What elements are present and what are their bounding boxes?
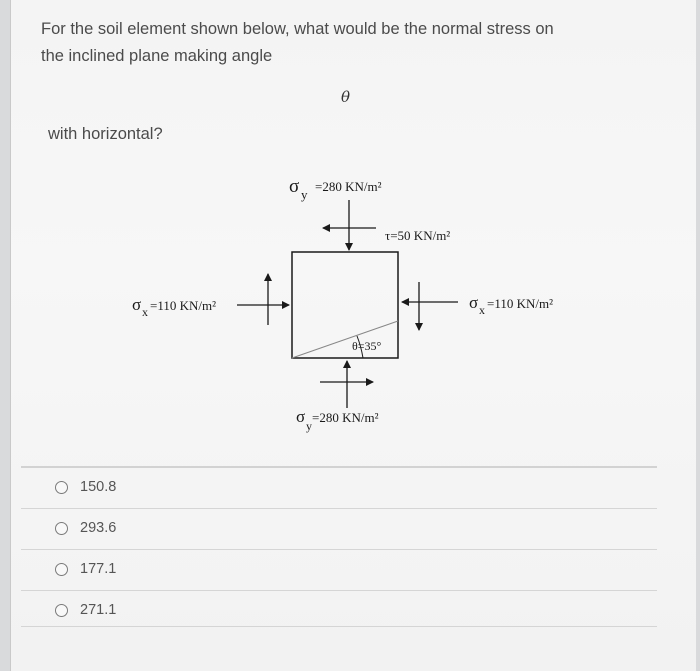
- option-row[interactable]: [21, 508, 657, 549]
- soil-element-diagram: [11, 0, 696, 460]
- sigma-x-right-label: =110 KN/m²: [487, 296, 553, 311]
- sigma-y-bottom-subscript: y: [306, 419, 312, 433]
- sigma-x-left-label: =110 KN/m²: [150, 298, 216, 313]
- sigma-y-top-subscript: y: [301, 187, 308, 202]
- soil-element-square: [292, 252, 398, 358]
- option-label[interactable]: 150.8: [80, 479, 117, 495]
- radio-button[interactable]: [55, 522, 68, 535]
- radio-button[interactable]: [55, 481, 68, 494]
- option-row[interactable]: [21, 590, 657, 631]
- tau-label: τ=50 KN/m²: [385, 228, 451, 243]
- sigma-x-right-symbol: σ: [469, 293, 479, 312]
- option-label[interactable]: 293.6: [80, 520, 117, 536]
- angle-label: θ=35°: [352, 339, 382, 353]
- question-line-2: the inclined plane making angle: [41, 47, 273, 65]
- option-label[interactable]: 177.1: [80, 561, 117, 577]
- radio-button[interactable]: [55, 604, 68, 617]
- sigma-y-top-label: =280 KN/m²: [315, 179, 382, 194]
- option-label[interactable]: 271.1: [80, 602, 117, 618]
- sigma-y-bottom-label: =280 KN/m²: [312, 410, 379, 425]
- question-line-1: For the soil element shown below, what would be the normal stress on: [41, 20, 554, 38]
- answer-options: [21, 466, 657, 631]
- theta-symbol: θ: [341, 88, 351, 106]
- sigma-x-left-subscript: x: [142, 305, 148, 319]
- sigma-x-right-subscript: x: [479, 303, 485, 317]
- sigma-x-left-symbol: σ: [132, 295, 142, 314]
- question-line-3: with horizontal?: [48, 125, 163, 143]
- sigma-y-bottom-symbol: σ: [296, 407, 306, 426]
- option-row[interactable]: [21, 466, 657, 508]
- radio-button[interactable]: [55, 563, 68, 576]
- question-card: [10, 0, 696, 671]
- divider: [21, 626, 657, 627]
- option-row[interactable]: [21, 549, 657, 590]
- inclined-plane-line: [292, 321, 398, 358]
- sigma-y-top-symbol: σ: [289, 176, 300, 197]
